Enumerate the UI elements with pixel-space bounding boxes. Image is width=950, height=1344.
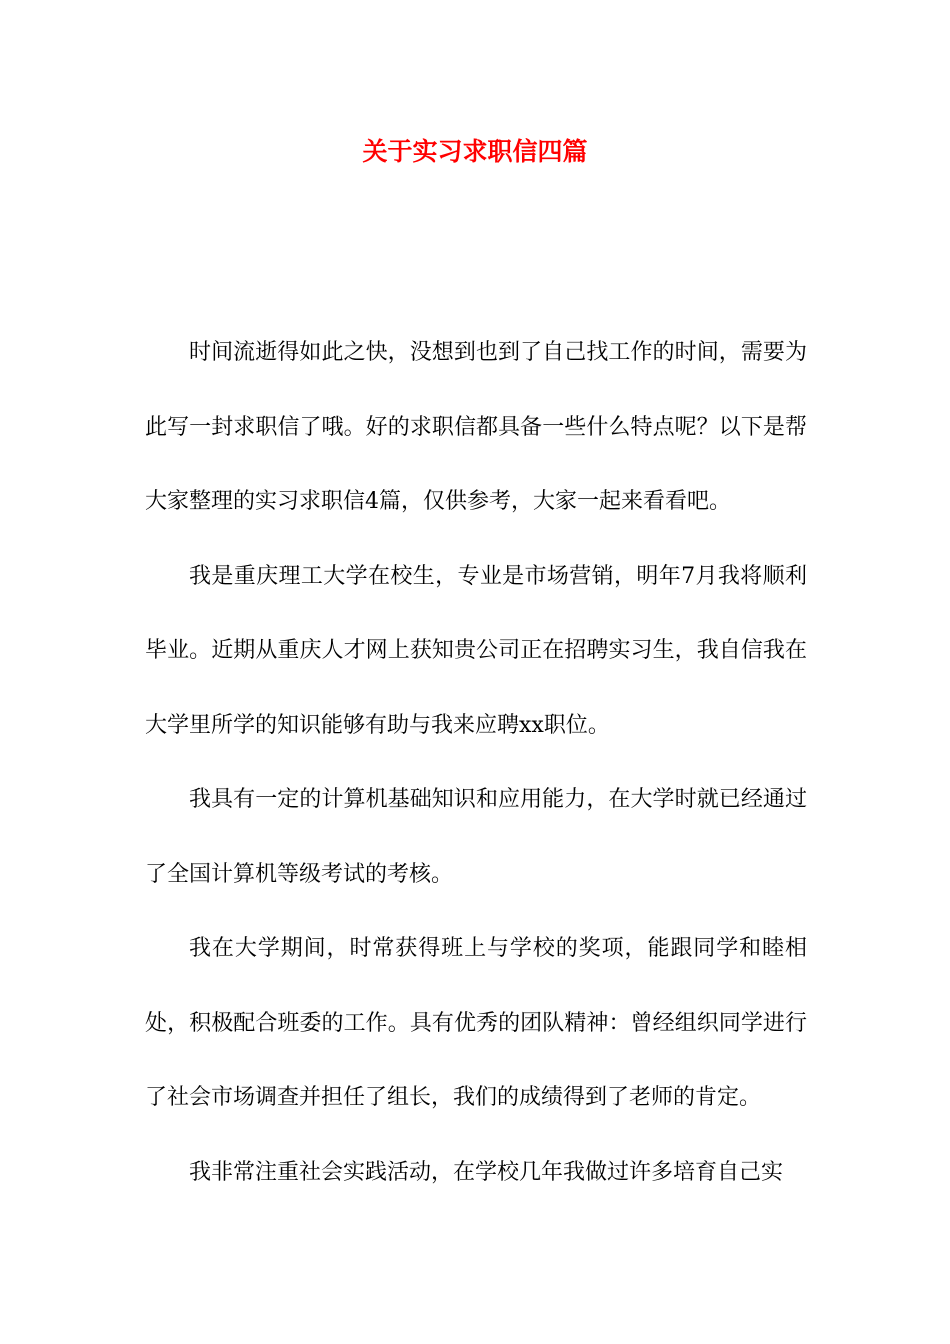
- paragraph-university-experience: 我在大学期间，时常获得班上与学校的奖项，能跟同学和睦相处，积极配合班委的工作。具有优秀的团队精神：曾经组织同学进行了社会市场调查并担任了组长，我们的成绩得到了老师的肯定。: [145, 936, 807, 1110]
- paragraph-social-practice: 我非常注重社会实践活动，在学校几年我做过许多培育自己实: [189, 1159, 784, 1185]
- paragraph-intro: 时间流逝得如此之快，没想到也到了自己找工作的时间，需要为此写一封求职信了哦。好的求职信都具备一些什么特点呢？以下是帮大家整理的实习求职信4篇，仅供参考，大家一起来看看吧。: [145, 340, 807, 514]
- paragraph-self-introduction: 我是重庆理工大学在校生，专业是市场营销，明年7月我将顺利毕业。近期从重庆人才网上获知贵公司正在招聘实习生，我自信我在大学里所学的知识能够有助与我来应聘xx职位。: [145, 563, 807, 738]
- document-body: [145, 316, 807, 1210]
- document-title: 关于实习求职信四篇: [362, 137, 588, 166]
- paragraph-computer-skills: 我具有一定的计算机基础知识和应用能力，在大学时就已经通过了全国计算机等级考试的考核。: [145, 787, 807, 887]
